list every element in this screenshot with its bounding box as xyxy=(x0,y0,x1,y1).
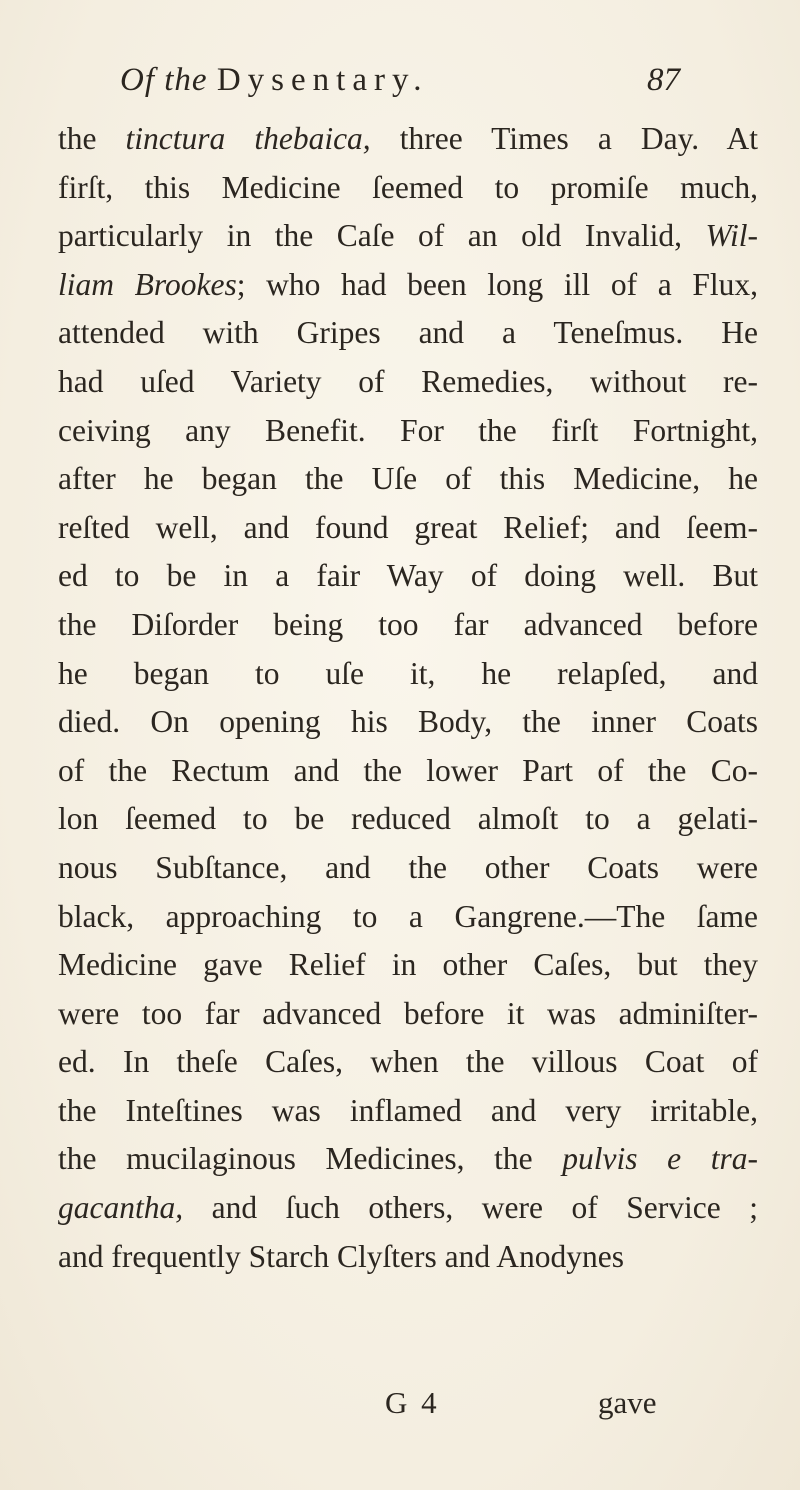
text-run: ed. In theſe Caſes, when the villous Coat of xyxy=(58,1044,758,1080)
text-line xyxy=(58,990,758,1039)
text-line xyxy=(58,1184,758,1233)
text-run: ; who had been long ill of a Flux, xyxy=(236,266,758,302)
text-run: the mucilaginous Medicines, the xyxy=(58,1141,563,1177)
running-head-prefix: Of the xyxy=(120,62,208,98)
text-run: of the Rectum and the lower Part of the Co- xyxy=(58,752,758,788)
text-line xyxy=(58,1038,758,1087)
italic-text: liam Brookes xyxy=(58,266,237,302)
body-text xyxy=(58,115,758,1281)
text-line xyxy=(58,1233,758,1282)
text-run: and ſuch others, were of Service ; xyxy=(183,1190,758,1226)
text-line xyxy=(58,164,758,213)
text-run: after he began the Uſe of this Medicine, he xyxy=(58,461,758,497)
italic-text: Wil- xyxy=(705,218,758,254)
text-run: the Diſorder being too far advanced before xyxy=(58,606,758,642)
text-line xyxy=(58,552,758,601)
text-run: nous Subſtance, and the other Coats were xyxy=(58,849,758,885)
text-run: reſted well, and found great Relief; and ſeem- xyxy=(58,509,758,545)
signature-mark: G 4 xyxy=(385,1385,440,1420)
italic-text: tinctura thebaica, xyxy=(125,121,371,156)
text-line xyxy=(58,309,758,358)
italic-text: gacantha, xyxy=(58,1190,184,1226)
running-head xyxy=(120,62,429,99)
text-line xyxy=(58,358,758,407)
text-line xyxy=(58,601,758,650)
text-line xyxy=(58,795,758,844)
text-line xyxy=(58,698,758,747)
text-run: ed to be in a fair Way of doing well. But xyxy=(58,558,758,594)
page-footer xyxy=(0,1385,800,1435)
text-line xyxy=(58,844,758,893)
text-run: lon ſeemed to be reduced almoſt to a gelati- xyxy=(58,801,758,837)
text-line xyxy=(58,504,758,553)
text-run: particularly in the Caſe of an old Invalid, xyxy=(58,218,706,254)
text-line xyxy=(58,747,758,796)
text-run: ceiving any Benefit. For the firſt Fortnight, xyxy=(58,412,758,448)
text-run: firſt, this Medicine ſeemed to promiſe much, xyxy=(58,169,758,205)
text-run: black, approaching to a Gangrene.—The ſame xyxy=(58,898,758,934)
text-line xyxy=(58,893,758,942)
text-line xyxy=(58,1087,758,1136)
text-run: were too far advanced before it was adminiſter- xyxy=(58,995,758,1031)
text-line xyxy=(58,407,758,456)
text-run: Medicine gave Relief in other Caſes, but they xyxy=(58,947,758,983)
text-line xyxy=(58,115,758,164)
text-line xyxy=(58,650,758,699)
text-line xyxy=(58,1135,758,1184)
text-run: attended with Gripes and a Teneſmus. He xyxy=(58,315,758,351)
text-run: and frequently Starch Clyſters and Anodynes xyxy=(58,1238,625,1274)
text-line xyxy=(58,455,758,504)
page-header xyxy=(120,62,680,112)
text-run: died. On opening his Body, the inner Coats xyxy=(58,704,758,740)
catchword: gave xyxy=(598,1385,657,1420)
text-run: the Inteſtines was inflamed and very irritable, xyxy=(58,1092,758,1128)
running-head-title: Dysentary. xyxy=(216,62,429,98)
text-run: had uſed Variety of Remedies, without re- xyxy=(58,363,758,399)
page-number: 87 xyxy=(647,62,680,98)
text-run: three Times a Day. At xyxy=(370,121,758,156)
text-line xyxy=(58,261,758,310)
text-run: he began to uſe it, he relapſed, and xyxy=(58,655,758,691)
text-run: the xyxy=(58,121,126,156)
italic-text: pulvis e tra- xyxy=(562,1141,758,1177)
text-line xyxy=(58,212,758,261)
text-line xyxy=(58,941,758,990)
